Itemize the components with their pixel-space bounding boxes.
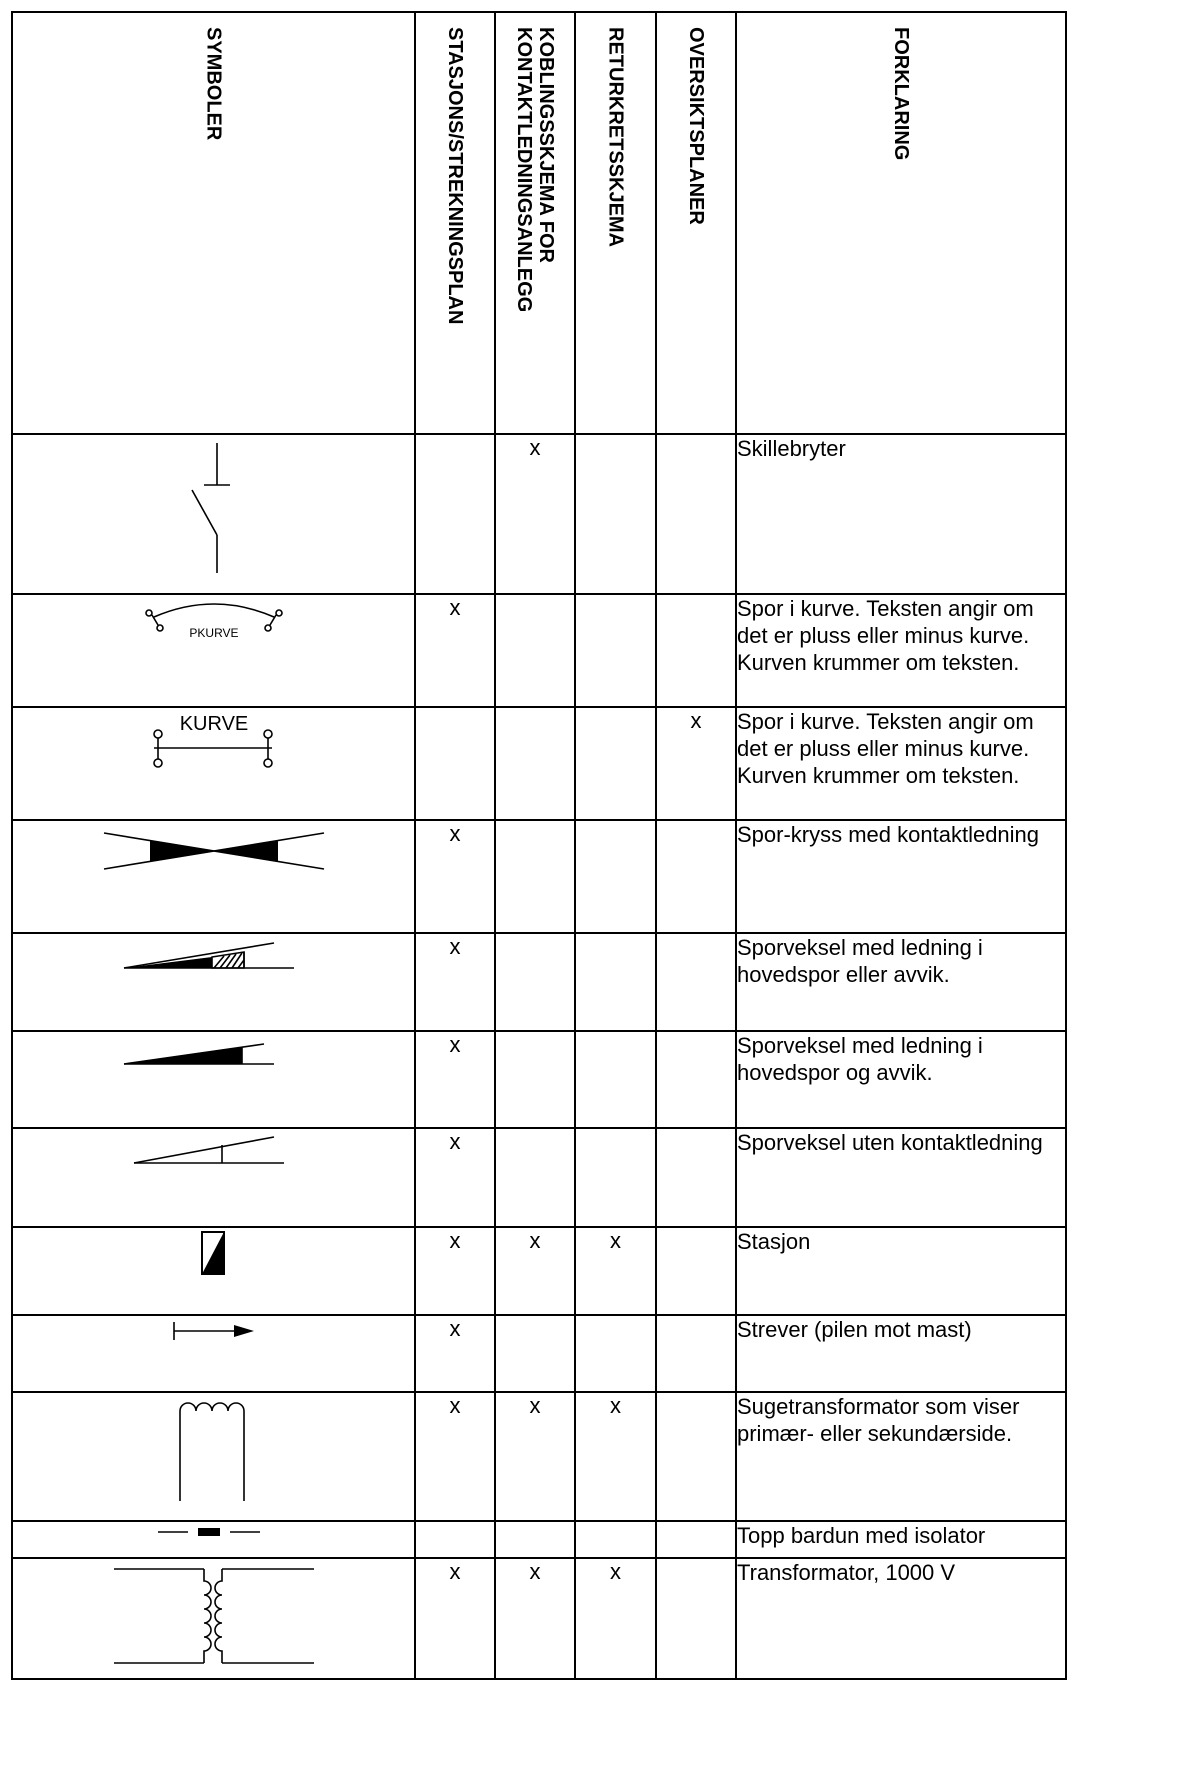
topp-bardun-icon xyxy=(12,1521,415,1558)
mark-overview-plans: x xyxy=(656,707,736,820)
table-row xyxy=(12,1315,1066,1392)
mark-return-circuit xyxy=(575,707,656,820)
mark-station-plan xyxy=(415,1521,495,1558)
mark-overview-plans xyxy=(656,434,736,594)
strever-icon xyxy=(12,1315,415,1392)
kurve-icon xyxy=(12,707,415,820)
sporveksel-hatched-icon xyxy=(12,933,415,1031)
row-description: Transformator, 1000 V xyxy=(736,1558,1066,1679)
table-row xyxy=(12,434,1066,594)
mark-station-plan: x xyxy=(415,1031,495,1128)
table-row xyxy=(12,1392,1066,1521)
header-row xyxy=(12,12,1066,434)
mark-return-circuit xyxy=(575,820,656,933)
table-row xyxy=(12,1521,1066,1558)
skillebryter-icon xyxy=(12,434,415,594)
row-description: Skillebryter xyxy=(736,434,1066,594)
mark-return-circuit xyxy=(575,1521,656,1558)
mark-return-circuit xyxy=(575,1031,656,1128)
mark-connection-diagram: x xyxy=(495,1558,575,1679)
mark-overview-plans xyxy=(656,1031,736,1128)
mark-connection-diagram xyxy=(495,594,575,707)
row-description: Spor i kurve. Teksten angir om det er pluss eller minus kurve. Kurven krummer om teksten. xyxy=(736,707,1066,820)
row-description: Sporveksel uten kontaktledning xyxy=(736,1128,1066,1227)
mark-connection-diagram xyxy=(495,933,575,1031)
mark-connection-diagram xyxy=(495,1315,575,1392)
mark-return-circuit: x xyxy=(575,1392,656,1521)
mark-overview-plans xyxy=(656,1392,736,1521)
header-explanation: FORKLARING xyxy=(736,12,1066,434)
table-row xyxy=(12,1128,1066,1227)
header-connection-diagram: KOBLINGSSKJEMA FOR KONTAKTLEDNINGSANLEGG xyxy=(495,12,575,434)
mark-connection-diagram xyxy=(495,1031,575,1128)
mark-station-plan: x xyxy=(415,1128,495,1227)
pkurve-label: PKURVE xyxy=(188,626,239,640)
table-row xyxy=(12,707,1066,820)
mark-return-circuit xyxy=(575,1128,656,1227)
pkurve-icon xyxy=(12,594,415,707)
table-row xyxy=(12,1031,1066,1128)
mark-overview-plans xyxy=(656,1558,736,1679)
mark-connection-diagram: x xyxy=(495,434,575,594)
mark-overview-plans xyxy=(656,1128,736,1227)
mark-overview-plans xyxy=(656,820,736,933)
row-description: Sporveksel med ledning i hovedspor og avvik. xyxy=(736,1031,1066,1128)
mark-station-plan: x xyxy=(415,1315,495,1392)
mark-connection-diagram xyxy=(495,707,575,820)
row-description: Spor i kurve. Teksten angir om det er pluss eller minus kurve. Kurven krummer om teksten. xyxy=(736,594,1066,707)
mark-connection-diagram xyxy=(495,820,575,933)
row-description: Sporveksel med ledning i hovedspor eller avvik. xyxy=(736,933,1066,1031)
mark-connection-diagram: x xyxy=(495,1392,575,1521)
mark-return-circuit xyxy=(575,1315,656,1392)
transformator-icon xyxy=(12,1558,415,1679)
mark-station-plan: x xyxy=(415,1558,495,1679)
table-row xyxy=(12,1558,1066,1679)
mark-connection-diagram xyxy=(495,1128,575,1227)
mark-station-plan: x xyxy=(415,1227,495,1315)
header-overview-plans: OVERSIKTSPLANER xyxy=(656,12,736,434)
kurve-label: KURVE xyxy=(179,713,248,735)
mark-station-plan: x xyxy=(415,933,495,1031)
mark-station-plan: x xyxy=(415,594,495,707)
mark-return-circuit xyxy=(575,434,656,594)
mark-return-circuit: x xyxy=(575,1227,656,1315)
row-description: Sugetransformator som viser primær- eller sekundærside. xyxy=(736,1392,1066,1521)
row-description: Stasjon xyxy=(736,1227,1066,1315)
row-description: Spor-kryss med kontaktledning xyxy=(736,820,1066,933)
mark-overview-plans xyxy=(656,933,736,1031)
table-row xyxy=(12,820,1066,933)
table-row xyxy=(12,933,1066,1031)
mark-station-plan xyxy=(415,434,495,594)
symbol-table xyxy=(11,11,1067,1680)
header-station-plan: STASJONS/STREKNINGSPLAN xyxy=(415,12,495,434)
row-description: Strever (pilen mot mast) xyxy=(736,1315,1066,1392)
spor-kryss-icon xyxy=(12,820,415,933)
sugetransformator-icon xyxy=(12,1392,415,1521)
mark-overview-plans xyxy=(656,1315,736,1392)
mark-return-circuit xyxy=(575,933,656,1031)
mark-connection-diagram xyxy=(495,1521,575,1558)
mark-station-plan: x xyxy=(415,1392,495,1521)
sporveksel-filled-icon xyxy=(12,1031,415,1128)
mark-station-plan xyxy=(415,707,495,820)
mark-return-circuit xyxy=(575,594,656,707)
mark-connection-diagram: x xyxy=(495,1227,575,1315)
row-description: Topp bardun med isolator xyxy=(736,1521,1066,1558)
mark-return-circuit: x xyxy=(575,1558,656,1679)
table-row xyxy=(12,594,1066,707)
mark-overview-plans xyxy=(656,594,736,707)
sporveksel-empty-icon xyxy=(12,1128,415,1227)
mark-overview-plans xyxy=(656,1227,736,1315)
stasjon-icon xyxy=(12,1227,415,1315)
table-row xyxy=(12,1227,1066,1315)
header-return-circuit: RETURKRETSSKJEMA xyxy=(575,12,656,434)
mark-overview-plans xyxy=(656,1521,736,1558)
mark-station-plan: x xyxy=(415,820,495,933)
header-symbols: SYMBOLER xyxy=(12,12,415,434)
